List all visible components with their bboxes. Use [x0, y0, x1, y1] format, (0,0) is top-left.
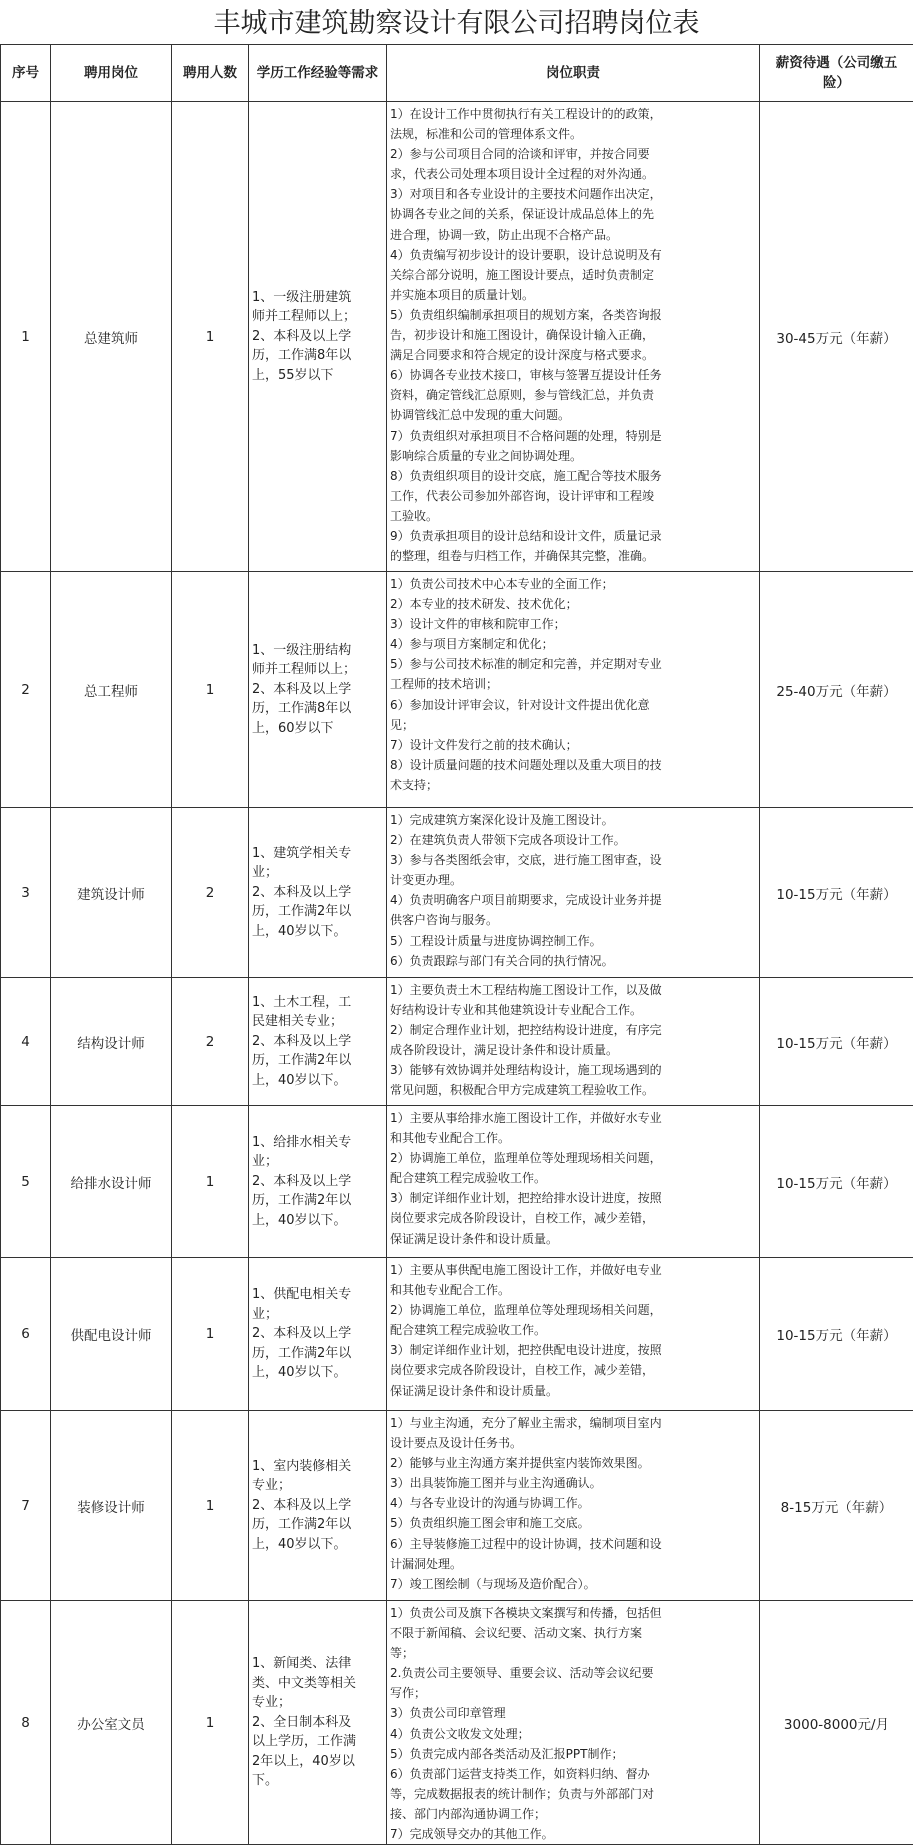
- duty-line: 岗位要求完成各阶段设计，自校工作，减少差错，: [390, 1208, 757, 1228]
- duty-line: 7）设计文件发行之前的技术确认；: [390, 735, 757, 755]
- requirement-line: 历，工作满2年以: [252, 1051, 384, 1071]
- requirements-cell: [249, 1106, 387, 1258]
- duty-line: 3）负责公司印章管理: [390, 1703, 757, 1723]
- duty-line: 6）负责部门运营支持类工作，如资料归纳、督办: [390, 1764, 757, 1784]
- requirement-line: 专业；: [252, 1476, 384, 1496]
- duty-line: 7）竣工图绘制（与现场及造价配合）。: [390, 1574, 757, 1594]
- position-name: 总工程师: [51, 572, 172, 808]
- duty-line: 5）负责组织编制承担项目的规划方案，各类咨询报: [390, 305, 757, 325]
- duty-line: 并实施本项目的质量计划。: [390, 285, 757, 305]
- requirement-line: 1、土木工程，工: [252, 993, 384, 1013]
- requirement-line: 师并工程师以上；: [252, 660, 384, 680]
- header-duties: 岗位职责: [387, 45, 760, 102]
- requirement-line: 历，工作满2年以: [252, 1344, 384, 1364]
- duty-line: 6）主导装修施工过程中的设计协调，技术问题和设: [390, 1534, 757, 1554]
- page-title: 丰城市建筑勘察设计有限公司招聘岗位表: [0, 0, 913, 44]
- duty-line: 保证满足设计条件和设计质量。: [390, 1381, 757, 1401]
- requirement-line: 上，60岁以下: [252, 719, 384, 739]
- duty-line: 供客户咨询与服务。: [390, 910, 757, 930]
- duty-line: 等；: [390, 1643, 757, 1663]
- duty-line: 3）设计文件的审核和院审工作；: [390, 614, 757, 634]
- requirement-line: 2、本科及以上学: [252, 680, 384, 700]
- duty-line: 5）参与公司技术标准的制定和完善，并定期对专业: [390, 654, 757, 674]
- duty-line: 1）主要从事给排水施工图设计工作，并做好水专业: [390, 1108, 757, 1128]
- headcount: 1: [172, 1601, 249, 1845]
- duty-line: 2）制定合理作业计划，把控结构设计进度，有序完: [390, 1020, 757, 1040]
- table-row: [1, 978, 913, 1106]
- duty-line: 5）负责完成内部各类活动及汇报PPT制作；: [390, 1744, 757, 1764]
- table-row: [1, 1106, 913, 1258]
- requirement-line: 上，55岁以下: [252, 366, 384, 386]
- duty-line: 进合理，协调一致，防止出现不合格产品。: [390, 225, 757, 245]
- duty-line: 求，代表公司处理本项目设计全过程的对外沟通。: [390, 164, 757, 184]
- requirement-line: 民建相关专业；: [252, 1012, 384, 1032]
- headcount: 1: [172, 1106, 249, 1258]
- requirement-line: 1、一级注册建筑: [252, 288, 384, 308]
- table-header-row: [1, 45, 913, 102]
- header-requirements: 学历工作经验等需求: [249, 45, 387, 102]
- requirements-cell: [249, 1601, 387, 1845]
- duty-line: 7）完成领导交办的其他工作。: [390, 1824, 757, 1844]
- duty-line: 3）制定详细作业计划，把控供配电设计进度，按照: [390, 1340, 757, 1360]
- duty-line: 2）能够与业主沟通方案并提供室内装饰效果图。: [390, 1453, 757, 1473]
- requirement-line: 类、中文类等相关: [252, 1674, 384, 1694]
- duty-line: 3）参与各类图纸会审，交底，进行施工图审查，设: [390, 850, 757, 870]
- recruitment-table: [0, 44, 913, 1845]
- requirement-line: 2、本科及以上学: [252, 1032, 384, 1052]
- duty-line: 1）与业主沟通，充分了解业主需求，编制项目室内: [390, 1413, 757, 1433]
- duty-line: 1）负责公司及旗下各模块文案撰写和传播，包括但: [390, 1603, 757, 1623]
- requirement-line: 2年以上，40岁以: [252, 1752, 384, 1772]
- duty-line: 的整理，组卷与归档工作，并确保其完整，准确。: [390, 546, 757, 566]
- duty-line: 见；: [390, 715, 757, 735]
- duty-line: 工程师的技术培训；: [390, 674, 757, 694]
- position-name: 建筑设计师: [51, 808, 172, 978]
- requirement-line: 1、一级注册结构: [252, 641, 384, 661]
- duty-line: 7）负责组织对承担项目不合格问题的处理，特别是: [390, 426, 757, 446]
- duties-cell: [387, 1601, 760, 1845]
- table-row: [1, 1601, 913, 1845]
- duties-cell: [387, 1411, 760, 1601]
- duty-line: 工作，代表公司参加外部咨询，设计评审和工程竣: [390, 486, 757, 506]
- duty-line: 接、部门内部沟通协调工作；: [390, 1804, 757, 1824]
- duty-line: 4）与各专业设计的沟通与协调工作。: [390, 1493, 757, 1513]
- duties-cell: [387, 1106, 760, 1258]
- duty-line: 和其他专业配合工作。: [390, 1280, 757, 1300]
- row-number: 8: [1, 1601, 51, 1845]
- duties-cell: [387, 978, 760, 1106]
- duty-line: 1）完成建筑方案深化设计及施工图设计。: [390, 810, 757, 830]
- duty-line: 6）协调各专业技术接口，审核与签署互提设计任务: [390, 365, 757, 385]
- salary-cell: 25-40万元（年薪）: [760, 572, 913, 808]
- headcount: 1: [172, 1411, 249, 1601]
- requirement-line: 1、建筑学相关专: [252, 844, 384, 864]
- duty-line: 影响综合质量的专业之间协调处理。: [390, 446, 757, 466]
- requirement-line: 专业；: [252, 1693, 384, 1713]
- header-no: 序号: [1, 45, 51, 102]
- duty-line: 2.负责公司主要领导、重要会议、活动等会议纪要: [390, 1663, 757, 1683]
- duty-line: 9）负责承担项目的设计总结和设计文件，质量记录: [390, 526, 757, 546]
- requirement-line: 2、本科及以上学: [252, 1172, 384, 1192]
- position-name: 供配电设计师: [51, 1258, 172, 1411]
- requirements-cell: [249, 808, 387, 978]
- requirement-line: 2、本科及以上学: [252, 883, 384, 903]
- header-salary: 薪资待遇（公司缴五险）: [760, 45, 913, 102]
- duty-line: 4）负责明确客户项目前期要求，完成设计业务并提: [390, 890, 757, 910]
- position-name: 结构设计师: [51, 978, 172, 1106]
- requirement-line: 历，工作满8年以: [252, 699, 384, 719]
- table-row: [1, 808, 913, 978]
- row-number: 5: [1, 1106, 51, 1258]
- duty-line: 满足合同要求和符合规定的设计深度与格式要求。: [390, 345, 757, 365]
- duty-line: 配合建筑工程完成验收工作。: [390, 1168, 757, 1188]
- duty-line: 1）主要负责土木工程结构施工图设计工作，以及做: [390, 980, 757, 1000]
- table-row: [1, 102, 913, 572]
- row-number: 1: [1, 102, 51, 572]
- duty-line: 写作；: [390, 1683, 757, 1703]
- headcount: 1: [172, 1258, 249, 1411]
- row-number: 4: [1, 978, 51, 1106]
- salary-cell: 30-45万元（年薪）: [760, 102, 913, 572]
- duty-line: 和其他专业配合工作。: [390, 1128, 757, 1148]
- requirement-line: 历，工作满2年以: [252, 1515, 384, 1535]
- requirement-line: 1、给排水相关专: [252, 1133, 384, 1153]
- row-number: 2: [1, 572, 51, 808]
- duty-line: 计变更办理。: [390, 870, 757, 890]
- salary-cell: 3000-8000元/月: [760, 1601, 913, 1845]
- duty-line: 5）工程设计质量与进度协调控制工作。: [390, 931, 757, 951]
- requirements-cell: [249, 978, 387, 1106]
- headcount: 2: [172, 978, 249, 1106]
- requirement-line: 2、本科及以上学: [252, 1324, 384, 1344]
- duty-line: 配合建筑工程完成验收工作。: [390, 1320, 757, 1340]
- requirement-line: 上，40岁以下。: [252, 1363, 384, 1383]
- headcount: 1: [172, 102, 249, 572]
- requirement-line: 1、新闻类、法律: [252, 1654, 384, 1674]
- duty-line: 4）负责编写初步设计的设计要职，设计总说明及有: [390, 245, 757, 265]
- requirement-line: 上，40岁以下。: [252, 1071, 384, 1091]
- duties-cell: [387, 808, 760, 978]
- duty-line: 保证满足设计条件和设计质量。: [390, 1229, 757, 1249]
- duties-cell: [387, 102, 760, 572]
- salary-cell: 10-15万元（年薪）: [760, 1106, 913, 1258]
- duty-line: 6）参加设计评审会议，针对设计文件提出优化意: [390, 695, 757, 715]
- duty-line: 4）负责公文收发文处理；: [390, 1724, 757, 1744]
- duty-line: 设计要点及设计任务书。: [390, 1433, 757, 1453]
- duty-line: 2）本专业的技术研发、技术优化；: [390, 594, 757, 614]
- duty-line: 计漏洞处理。: [390, 1554, 757, 1574]
- requirement-line: 1、供配电相关专: [252, 1285, 384, 1305]
- duty-line: 3）能够有效协调并处理结构设计，施工现场遇到的: [390, 1060, 757, 1080]
- duty-line: 协调各专业之间的关系，保证设计成品总体上的先: [390, 204, 757, 224]
- requirement-line: 2、本科及以上学: [252, 327, 384, 347]
- headcount: 1: [172, 572, 249, 808]
- position-name: 装修设计师: [51, 1411, 172, 1601]
- requirement-line: 历，工作满2年以: [252, 902, 384, 922]
- duty-line: 1）负责公司技术中心本专业的全面工作；: [390, 574, 757, 594]
- requirement-line: 1、室内装修相关: [252, 1457, 384, 1477]
- table-row: [1, 1258, 913, 1411]
- requirements-cell: [249, 102, 387, 572]
- duty-line: 法规，标准和公司的管理体系文件。: [390, 124, 757, 144]
- position-name: 办公室文员: [51, 1601, 172, 1845]
- duty-line: 术支持；: [390, 775, 757, 795]
- salary-cell: 10-15万元（年薪）: [760, 1258, 913, 1411]
- table-row: [1, 572, 913, 808]
- duty-line: 1）在设计工作中贯彻执行有关工程设计的的政策，: [390, 104, 757, 124]
- duty-line: 3）对项目和各专业设计的主要技术问题作出决定，: [390, 184, 757, 204]
- requirement-line: 以上学历，工作满: [252, 1732, 384, 1752]
- salary-cell: 10-15万元（年薪）: [760, 978, 913, 1106]
- duty-line: 8）负责组织项目的设计交底，施工配合等技术服务: [390, 466, 757, 486]
- salary-cell: 8-15万元（年薪）: [760, 1411, 913, 1601]
- duty-line: 不限于新闻稿、会议纪要、活动文案、执行方案: [390, 1623, 757, 1643]
- duty-line: 5）负责组织施工图会审和施工交底。: [390, 1513, 757, 1533]
- duty-line: 2）协调施工单位，监理单位等处理现场相关问题，: [390, 1300, 757, 1320]
- requirement-line: 历，工作满2年以: [252, 1191, 384, 1211]
- duty-line: 好结构设计专业和其他建筑设计专业配合工作。: [390, 1000, 757, 1020]
- duty-line: 1）主要从事供配电施工图设计工作，并做好电专业: [390, 1260, 757, 1280]
- duty-line: 岗位要求完成各阶段设计，自校工作，减少差错，: [390, 1360, 757, 1380]
- duty-line: 2）协调施工单位，监理单位等处理现场相关问题，: [390, 1148, 757, 1168]
- requirement-line: 2、本科及以上学: [252, 1496, 384, 1516]
- duty-line: 2）在建筑负责人带领下完成各项设计工作。: [390, 830, 757, 850]
- header-position: 聘用岗位: [51, 45, 172, 102]
- duty-line: 3）制定详细作业计划，把控给排水设计进度，按照: [390, 1188, 757, 1208]
- header-count: 聘用人数: [172, 45, 249, 102]
- requirements-cell: [249, 572, 387, 808]
- requirement-line: 业；: [252, 1305, 384, 1325]
- duty-line: 常见问题，积极配合甲方完成建筑工程验收工作。: [390, 1080, 757, 1100]
- duties-cell: [387, 572, 760, 808]
- requirement-line: 下。: [252, 1771, 384, 1791]
- requirement-line: 历，工作满8年以: [252, 346, 384, 366]
- requirement-line: 业；: [252, 863, 384, 883]
- position-name: 给排水设计师: [51, 1106, 172, 1258]
- duty-line: 等，完成数据报表的统计制作；负责与外部部门对: [390, 1784, 757, 1804]
- duty-line: 2）参与公司项目合同的洽谈和评审，并按合同要: [390, 144, 757, 164]
- duty-line: 8）设计质量问题的技术问题处理以及重大项目的技: [390, 755, 757, 775]
- table-row: [1, 1411, 913, 1601]
- row-number: 6: [1, 1258, 51, 1411]
- salary-cell: 10-15万元（年薪）: [760, 808, 913, 978]
- headcount: 2: [172, 808, 249, 978]
- duty-line: 协调管线汇总中发现的重大问题。: [390, 405, 757, 425]
- requirement-line: 2、全日制本科及: [252, 1713, 384, 1733]
- requirement-line: 上，40岁以下。: [252, 1535, 384, 1555]
- duties-cell: [387, 1258, 760, 1411]
- duty-line: 6）负责跟踪与部门有关合同的执行情况。: [390, 951, 757, 971]
- position-name: 总建筑师: [51, 102, 172, 572]
- requirement-line: 上，40岁以下。: [252, 1211, 384, 1231]
- duty-line: 4）参与项目方案制定和优化；: [390, 634, 757, 654]
- requirement-line: 上，40岁以下。: [252, 922, 384, 942]
- duty-line: 关综合部分说明，施工图设计要点，适时负责制定: [390, 265, 757, 285]
- row-number: 3: [1, 808, 51, 978]
- duty-line: 资料，确定管线汇总原则，参与管线汇总，并负责: [390, 385, 757, 405]
- requirement-line: 师并工程师以上；: [252, 307, 384, 327]
- duty-line: 工验收。: [390, 506, 757, 526]
- duty-line: 成各阶段设计，满足设计条件和设计质量。: [390, 1040, 757, 1060]
- requirement-line: 业；: [252, 1152, 384, 1172]
- requirements-cell: [249, 1411, 387, 1601]
- row-number: 7: [1, 1411, 51, 1601]
- requirements-cell: [249, 1258, 387, 1411]
- duty-line: 3）出具装饰施工图并与业主沟通确认。: [390, 1473, 757, 1493]
- duty-line: 告，初步设计和施工图设计，确保设计输入正确，: [390, 325, 757, 345]
